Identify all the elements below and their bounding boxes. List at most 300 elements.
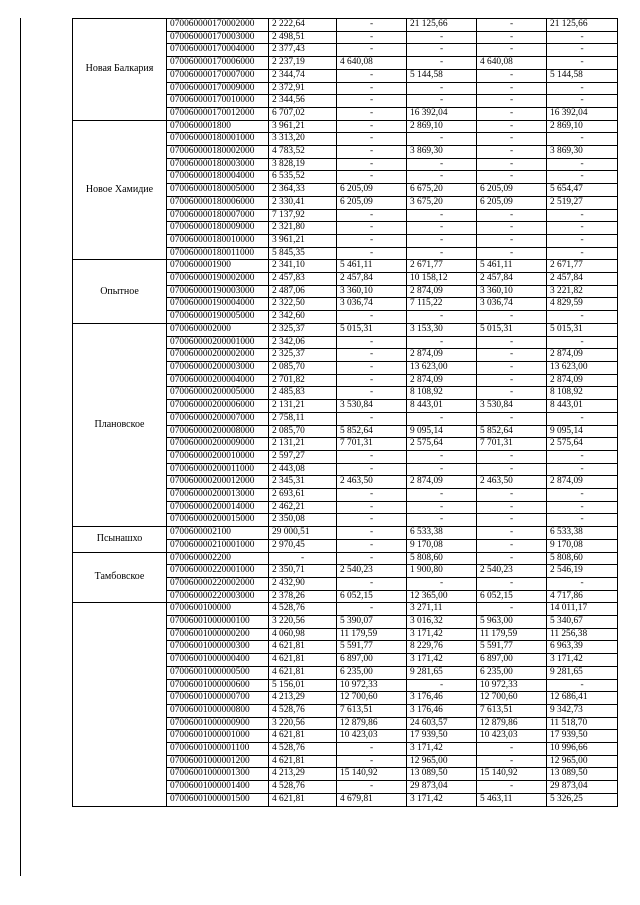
value-cell: - <box>547 514 618 527</box>
value-cell: - <box>337 95 407 108</box>
value-cell: 12 879,86 <box>477 717 547 730</box>
value-cell: 1 900,80 <box>407 565 477 578</box>
value-cell: 2 342,60 <box>269 311 337 324</box>
value-cell: 8 443,01 <box>547 400 618 413</box>
value-cell: - <box>337 501 407 514</box>
value-cell: 2 342,06 <box>269 336 337 349</box>
value-cell: 4 621,81 <box>269 730 337 743</box>
value-cell: - <box>547 450 618 463</box>
value-cell: - <box>477 69 547 82</box>
value-cell: 4 640,08 <box>337 57 407 70</box>
cadastral-code-cell: 070060000210001000 <box>167 539 269 552</box>
value-cell: 5 461,11 <box>477 260 547 273</box>
value-cell: 9 095,14 <box>407 425 477 438</box>
value-cell: 2 457,84 <box>547 273 618 286</box>
value-cell: 11 256,38 <box>547 628 618 641</box>
value-cell: 16 392,04 <box>407 107 477 120</box>
value-cell: 5 144,58 <box>547 69 618 82</box>
value-cell: - <box>477 450 547 463</box>
value-cell: 5 015,31 <box>477 323 547 336</box>
value-cell: 2 874,09 <box>547 476 618 489</box>
cadastral-code-cell: 07006001000001400 <box>167 781 269 794</box>
value-cell: 2 443,08 <box>269 463 337 476</box>
value-cell: 4 640,08 <box>477 57 547 70</box>
cadastral-code-cell: 070060000200012000 <box>167 476 269 489</box>
value-cell: 29 873,04 <box>547 781 618 794</box>
cadastral-code-cell: 070060000170009000 <box>167 82 269 95</box>
cadastral-code-cell: 07006001000000400 <box>167 654 269 667</box>
value-cell: 8 229,76 <box>407 641 477 654</box>
value-cell: 12 965,00 <box>547 755 618 768</box>
value-cell: - <box>337 755 407 768</box>
cadastral-code-cell: 070060000190003000 <box>167 285 269 298</box>
value-cell: - <box>547 209 618 222</box>
cadastral-code-cell: 07006001000001100 <box>167 743 269 756</box>
value-cell: - <box>337 412 407 425</box>
value-cell: 9 281,65 <box>547 666 618 679</box>
table-row <box>73 323 618 336</box>
value-cell: - <box>337 82 407 95</box>
value-cell: - <box>477 527 547 540</box>
cadastral-code-cell: 07006001000000100 <box>167 616 269 629</box>
value-cell: 2 487,06 <box>269 285 337 298</box>
table-row <box>73 19 618 32</box>
value-cell: - <box>477 743 547 756</box>
value-cell: - <box>547 501 618 514</box>
value-cell: - <box>547 247 618 260</box>
value-cell: - <box>337 349 407 362</box>
value-cell: - <box>337 336 407 349</box>
value-cell: 3 828,19 <box>269 158 337 171</box>
value-cell: - <box>337 69 407 82</box>
value-cell: - <box>337 234 407 247</box>
cadastral-code-cell: 070060000180004000 <box>167 171 269 184</box>
value-cell: 4 621,81 <box>269 654 337 667</box>
value-cell: 3 153,30 <box>407 323 477 336</box>
value-cell: 7 613,51 <box>477 704 547 717</box>
value-cell: - <box>337 514 407 527</box>
value-cell: 21 125,66 <box>407 19 477 32</box>
cadastral-code-cell: 07006001000000500 <box>167 666 269 679</box>
value-cell: 3 176,46 <box>407 692 477 705</box>
value-cell: - <box>547 311 618 324</box>
value-cell: 3 869,30 <box>407 146 477 159</box>
value-cell: 3 530,84 <box>337 400 407 413</box>
value-cell: 2 321,80 <box>269 222 337 235</box>
value-cell: - <box>337 743 407 756</box>
value-cell: - <box>547 234 618 247</box>
value-cell: 6 707,02 <box>269 107 337 120</box>
value-cell: 8 108,92 <box>407 387 477 400</box>
value-cell: - <box>407 514 477 527</box>
value-cell: 2 085,70 <box>269 361 337 374</box>
cadastral-code-cell: 070060000200015000 <box>167 514 269 527</box>
value-cell: 4 621,81 <box>269 755 337 768</box>
value-cell: 2 575,64 <box>407 438 477 451</box>
cadastral-code-cell: 070060000200011000 <box>167 463 269 476</box>
value-cell: - <box>407 82 477 95</box>
cadastral-code-cell: 070060000180011000 <box>167 247 269 260</box>
cadastral-code-cell: 0700600001800 <box>167 120 269 133</box>
settlement-name: Новая Балкария <box>73 19 167 121</box>
value-cell: 2 540,23 <box>477 565 547 578</box>
value-cell: 2 462,21 <box>269 501 337 514</box>
value-cell: 8 108,92 <box>547 387 618 400</box>
value-cell: 6 675,20 <box>407 184 477 197</box>
value-cell: 4 528,76 <box>269 603 337 616</box>
cadastral-code-cell: 07006001000000300 <box>167 641 269 654</box>
value-cell: - <box>407 311 477 324</box>
value-cell: 5 852,64 <box>337 425 407 438</box>
value-cell: 3 313,20 <box>269 133 337 146</box>
table-row <box>73 552 618 565</box>
value-cell: - <box>337 158 407 171</box>
cadastral-code-cell: 070060000170012000 <box>167 107 269 120</box>
value-cell: 2 693,61 <box>269 489 337 502</box>
value-cell: 6 897,00 <box>477 654 547 667</box>
value-cell: 9 170,08 <box>407 539 477 552</box>
cadastral-code-cell: 0700600002100 <box>167 527 269 540</box>
value-cell: - <box>337 171 407 184</box>
cadastral-code-cell: 070060000200014000 <box>167 501 269 514</box>
cadastral-code-cell: 070060000190005000 <box>167 311 269 324</box>
value-cell: - <box>547 82 618 95</box>
value-cell: 2 322,50 <box>269 298 337 311</box>
value-cell: 2 432,90 <box>269 577 337 590</box>
cadastral-code-cell: 070060000220002000 <box>167 577 269 590</box>
value-cell: 4 717,86 <box>547 590 618 603</box>
value-cell: 9 281,65 <box>407 666 477 679</box>
value-cell: - <box>547 489 618 502</box>
value-cell: 5 808,60 <box>547 552 618 565</box>
value-cell: 2 874,09 <box>547 374 618 387</box>
value-cell: 2 970,45 <box>269 539 337 552</box>
value-cell: - <box>477 463 547 476</box>
cadastral-code-cell: 07006001000001200 <box>167 755 269 768</box>
value-cell: - <box>477 82 547 95</box>
value-cell: 2 372,91 <box>269 82 337 95</box>
value-cell: - <box>337 222 407 235</box>
value-cell: 11 518,70 <box>547 717 618 730</box>
value-cell: - <box>547 133 618 146</box>
value-cell: - <box>477 107 547 120</box>
value-cell: 5 852,64 <box>477 425 547 438</box>
cadastral-code-cell: 070060000170010000 <box>167 95 269 108</box>
value-cell: - <box>407 234 477 247</box>
value-cell: 7 701,31 <box>337 438 407 451</box>
cadastral-code-cell: 070060000180005000 <box>167 184 269 197</box>
cadastral-code-cell: 0700600002000 <box>167 323 269 336</box>
value-cell: - <box>477 489 547 502</box>
value-cell: - <box>547 95 618 108</box>
value-cell: 29 000,51 <box>269 527 337 540</box>
value-cell: - <box>477 501 547 514</box>
cadastral-code-cell: 070060000180007000 <box>167 209 269 222</box>
value-cell: 4 528,76 <box>269 743 337 756</box>
value-cell: 5 340,67 <box>547 616 618 629</box>
value-cell: 6 052,15 <box>477 590 547 603</box>
value-cell: - <box>407 336 477 349</box>
value-cell: 3 171,42 <box>407 743 477 756</box>
value-cell: 5 808,60 <box>407 552 477 565</box>
value-cell: 13 623,00 <box>407 361 477 374</box>
settlement-name: Тамбовское <box>73 552 167 603</box>
cadastral-code-cell: 070060000200004000 <box>167 374 269 387</box>
table-row <box>73 603 618 616</box>
value-cell: 15 140,92 <box>477 768 547 781</box>
cadastral-code-cell: 07006001000000900 <box>167 717 269 730</box>
value-cell: 2 519,27 <box>547 196 618 209</box>
value-cell: 4 829,59 <box>547 298 618 311</box>
value-cell: - <box>407 171 477 184</box>
value-cell: - <box>547 222 618 235</box>
value-cell: 4 621,81 <box>269 666 337 679</box>
value-cell: 11 179,59 <box>477 628 547 641</box>
value-cell: 4 783,52 <box>269 146 337 159</box>
value-cell: 4 213,29 <box>269 768 337 781</box>
value-cell: 9 170,08 <box>547 539 618 552</box>
cadastral-code-cell: 07006001000001000 <box>167 730 269 743</box>
value-cell: - <box>337 374 407 387</box>
cadastral-code-cell: 070060000200005000 <box>167 387 269 400</box>
value-cell: - <box>407 95 477 108</box>
value-cell: 15 140,92 <box>337 768 407 781</box>
value-cell: 8 443,01 <box>407 400 477 413</box>
value-cell: 6 205,09 <box>337 184 407 197</box>
value-cell: 13 089,50 <box>547 768 618 781</box>
value-cell: 11 179,59 <box>337 628 407 641</box>
value-cell: - <box>477 781 547 794</box>
value-cell: 12 879,86 <box>337 717 407 730</box>
value-cell: 2 540,23 <box>337 565 407 578</box>
value-cell: - <box>477 361 547 374</box>
value-cell: - <box>337 146 407 159</box>
value-cell: 7 701,31 <box>477 438 547 451</box>
value-cell: 3 221,82 <box>547 285 618 298</box>
value-cell: 3 171,42 <box>407 628 477 641</box>
value-cell: 5 156,01 <box>269 679 337 692</box>
value-cell: 13 089,50 <box>407 768 477 781</box>
cadastral-code-cell: 070060000180006000 <box>167 196 269 209</box>
value-cell: 6 235,00 <box>337 666 407 679</box>
value-cell: 2 671,77 <box>407 260 477 273</box>
value-cell: - <box>547 171 618 184</box>
value-cell: 10 996,66 <box>547 743 618 756</box>
value-cell: 6 235,00 <box>477 666 547 679</box>
value-cell: 2 237,19 <box>269 57 337 70</box>
value-cell: 2 344,56 <box>269 95 337 108</box>
value-cell: - <box>547 158 618 171</box>
value-cell: 5 461,11 <box>337 260 407 273</box>
value-cell: - <box>337 552 407 565</box>
settlement-name: Плановское <box>73 323 167 526</box>
value-cell: - <box>407 450 477 463</box>
cadastral-code-cell: 070060000200003000 <box>167 361 269 374</box>
value-cell: 3 675,20 <box>407 196 477 209</box>
value-cell: 2 869,10 <box>547 120 618 133</box>
value-cell: 5 963,00 <box>477 616 547 629</box>
value-cell: 2 575,64 <box>547 438 618 451</box>
cadastral-code-cell: 07006001000001300 <box>167 768 269 781</box>
value-cell: - <box>477 412 547 425</box>
cadastral-code-cell: 070060000170006000 <box>167 57 269 70</box>
value-cell: 5 015,31 <box>337 323 407 336</box>
value-cell: 7 115,22 <box>407 298 477 311</box>
value-cell: - <box>337 19 407 32</box>
value-cell: - <box>407 158 477 171</box>
value-cell: - <box>477 539 547 552</box>
value-cell: 3 171,42 <box>547 654 618 667</box>
value-cell: - <box>407 31 477 44</box>
value-cell: 24 603,57 <box>407 717 477 730</box>
value-cell: - <box>477 95 547 108</box>
value-cell: - <box>477 336 547 349</box>
value-cell: - <box>337 311 407 324</box>
value-cell: 2 377,43 <box>269 44 337 57</box>
value-cell: 6 205,09 <box>337 196 407 209</box>
cadastral-code-cell: 070060000200006000 <box>167 400 269 413</box>
value-cell: - <box>337 577 407 590</box>
value-cell: 2 485,83 <box>269 387 337 400</box>
value-cell: - <box>477 247 547 260</box>
settlement-name: Новое Хамидие <box>73 120 167 260</box>
value-cell: - <box>477 44 547 57</box>
value-cell: 4 679,81 <box>337 793 407 806</box>
cadastral-code-cell: 070060000200013000 <box>167 489 269 502</box>
value-cell: 2 701,82 <box>269 374 337 387</box>
value-cell: 3 036,74 <box>477 298 547 311</box>
value-cell: 2 874,09 <box>407 476 477 489</box>
value-cell: 9 095,14 <box>547 425 618 438</box>
value-cell: 2 325,37 <box>269 349 337 362</box>
value-cell: 13 623,00 <box>547 361 618 374</box>
cadastral-code-cell: 070060000180003000 <box>167 158 269 171</box>
value-cell: - <box>407 44 477 57</box>
cadastral-code-cell: 07006001000000200 <box>167 628 269 641</box>
value-cell: 4 528,76 <box>269 781 337 794</box>
value-cell: - <box>547 44 618 57</box>
value-cell: - <box>477 146 547 159</box>
value-cell: - <box>477 19 547 32</box>
cadastral-code-cell: 070060000200008000 <box>167 425 269 438</box>
value-cell: - <box>407 679 477 692</box>
settlement-name <box>73 603 167 806</box>
value-cell: 12 365,00 <box>407 590 477 603</box>
value-cell: - <box>547 577 618 590</box>
value-cell: 2 463,50 <box>477 476 547 489</box>
value-cell: 6 205,09 <box>477 184 547 197</box>
value-cell: 5 326,25 <box>547 793 618 806</box>
value-cell: - <box>407 489 477 502</box>
value-cell: 5 390,07 <box>337 616 407 629</box>
value-cell: 3 360,10 <box>477 285 547 298</box>
cadastral-code-cell: 07006001000000700 <box>167 692 269 705</box>
value-cell: 21 125,66 <box>547 19 618 32</box>
value-cell: - <box>337 361 407 374</box>
value-cell: - <box>337 120 407 133</box>
value-cell: 2 085,70 <box>269 425 337 438</box>
value-cell: - <box>477 603 547 616</box>
value-cell: 2 350,08 <box>269 514 337 527</box>
value-cell: - <box>407 209 477 222</box>
value-cell: 2 869,10 <box>407 120 477 133</box>
table-row <box>73 120 618 133</box>
value-cell: - <box>477 31 547 44</box>
value-cell: 3 530,84 <box>477 400 547 413</box>
value-cell: 14 011,17 <box>547 603 618 616</box>
value-cell: 2 874,09 <box>407 349 477 362</box>
cadastral-code-cell: 070060000170007000 <box>167 69 269 82</box>
value-cell: 5 845,35 <box>269 247 337 260</box>
value-cell: 5 015,31 <box>547 323 618 336</box>
left-margin-line <box>20 18 21 876</box>
value-cell: 4 621,81 <box>269 793 337 806</box>
value-cell: - <box>337 387 407 400</box>
value-cell: - <box>337 527 407 540</box>
value-cell: - <box>337 463 407 476</box>
value-cell: - <box>477 755 547 768</box>
cadastral-code-cell: 070060000180001000 <box>167 133 269 146</box>
value-cell: 3 220,56 <box>269 616 337 629</box>
value-cell: 2 350,71 <box>269 565 337 578</box>
value-cell: 6 963,39 <box>547 641 618 654</box>
value-cell: - <box>547 412 618 425</box>
value-cell: - <box>477 222 547 235</box>
value-cell: 2 457,83 <box>269 273 337 286</box>
cadastral-code-cell: 0700600100000 <box>167 603 269 616</box>
value-cell: 3 961,21 <box>269 234 337 247</box>
value-cell: 6 533,38 <box>547 527 618 540</box>
value-cell: 4 213,29 <box>269 692 337 705</box>
value-cell: 9 342,73 <box>547 704 618 717</box>
value-cell: 2 874,09 <box>407 374 477 387</box>
value-cell: 2 344,74 <box>269 69 337 82</box>
value-cell: 3 171,42 <box>407 793 477 806</box>
value-cell: 6 205,09 <box>477 196 547 209</box>
value-cell: - <box>477 514 547 527</box>
cadastral-code-cell: 070060000200009000 <box>167 438 269 451</box>
value-cell: - <box>547 679 618 692</box>
value-cell: 29 873,04 <box>407 781 477 794</box>
value-cell: - <box>337 107 407 120</box>
cadastral-code-cell: 070060000180009000 <box>167 222 269 235</box>
value-cell: - <box>407 247 477 260</box>
value-cell: - <box>407 577 477 590</box>
value-cell: - <box>407 57 477 70</box>
value-cell: - <box>337 539 407 552</box>
cadastral-code-cell: 070060000220003000 <box>167 590 269 603</box>
value-cell: - <box>477 120 547 133</box>
value-cell: - <box>477 387 547 400</box>
value-cell: 10 423,03 <box>477 730 547 743</box>
value-cell: - <box>547 463 618 476</box>
value-cell: 5 591,77 <box>477 641 547 654</box>
cadastral-code-cell: 070060000170002000 <box>167 19 269 32</box>
value-cell: 3 036,74 <box>337 298 407 311</box>
value-cell: 3 360,10 <box>337 285 407 298</box>
cadastral-code-cell: 070060000200001000 <box>167 336 269 349</box>
value-cell: 3 271,11 <box>407 603 477 616</box>
value-cell: - <box>477 552 547 565</box>
value-cell: 2 457,84 <box>337 273 407 286</box>
value-cell: 10 972,33 <box>337 679 407 692</box>
value-cell: 10 972,33 <box>477 679 547 692</box>
value-cell: 2 546,19 <box>547 565 618 578</box>
value-cell: 5 654,47 <box>547 184 618 197</box>
cadastral-code-cell: 070060000180002000 <box>167 146 269 159</box>
value-cell: - <box>477 209 547 222</box>
value-cell: 2 758,11 <box>269 412 337 425</box>
